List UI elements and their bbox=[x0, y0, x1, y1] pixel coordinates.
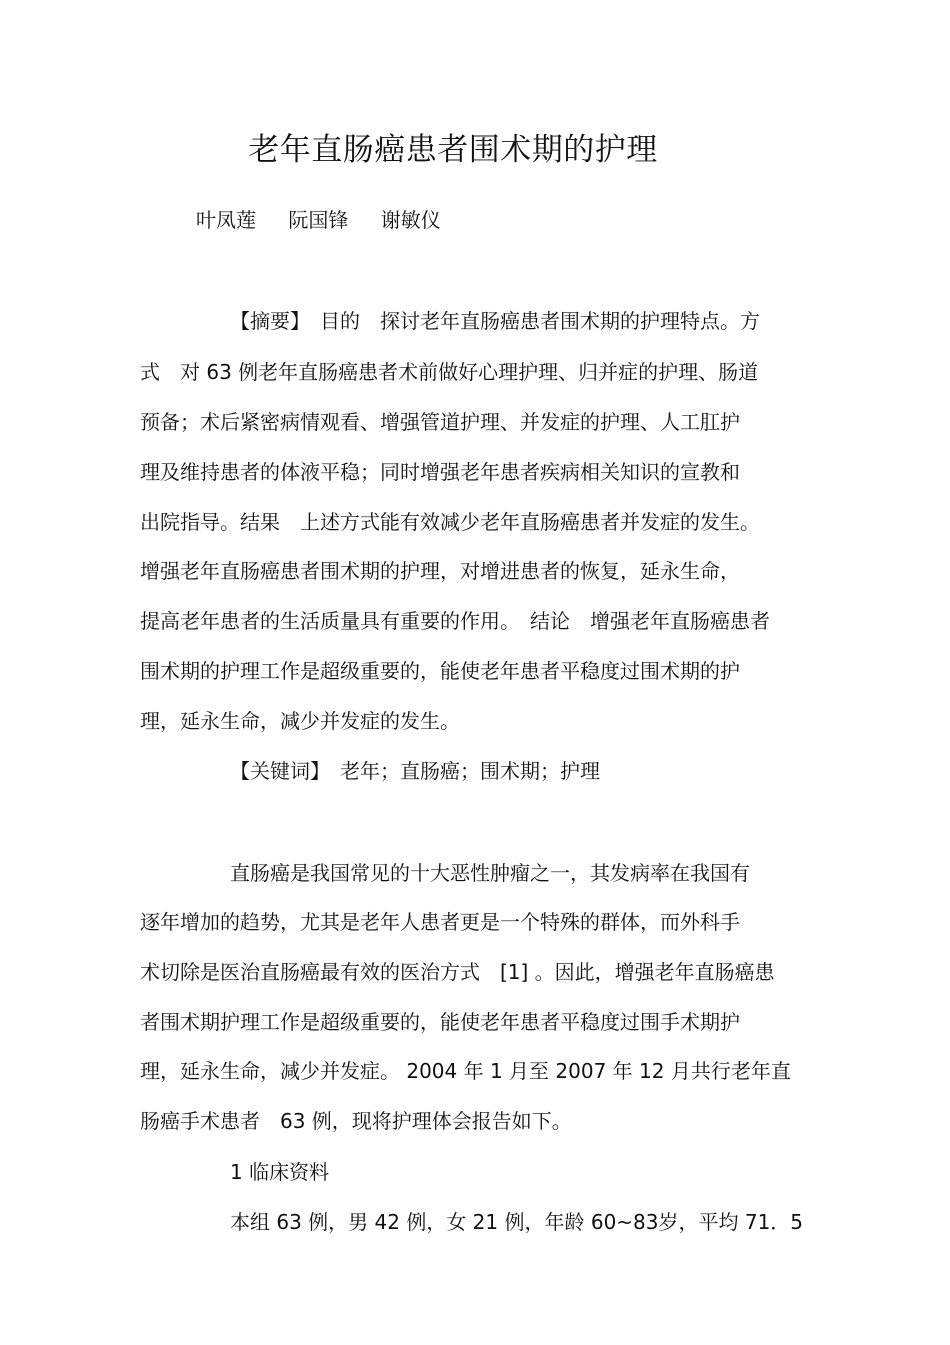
abstract-line: 式 对 63 例老年直肠癌患者术前做好心理护理、归并症的护理、肠道 bbox=[140, 360, 759, 384]
body-line: 者围术期护理工作是超级重要的，能使老年患者平稳度过围手术期护 bbox=[140, 1010, 740, 1034]
section-heading: 1 临床资料 bbox=[230, 1160, 330, 1184]
body-line: 本组 63 例，男 42 例，女 21 例，年龄 60~83岁，平均 71．5 bbox=[230, 1210, 804, 1234]
body-line: 肠癌手术患者 63 例，现将护理体会报告如下。 bbox=[140, 1109, 572, 1133]
body-line: 理，延永生命，减少并发症。 2004 年 1 月至 2007 年 12 月共行老年直 bbox=[140, 1059, 791, 1083]
document-title: 老年直肠癌患者围术期的护理 bbox=[248, 132, 658, 168]
body-line: 逐年增加的趋势，尤其是老年人患者更是一个特殊的群体，而外科手 bbox=[140, 910, 740, 934]
author-name: 谢敏仪 bbox=[380, 208, 441, 232]
author-name: 叶凤莲 bbox=[196, 208, 256, 232]
abstract-line: 出院指导。结果 上述方式能有效减少老年直肠癌患者并发症的发生。 bbox=[140, 510, 760, 534]
abstract-line: 提高老年患者的生活质量具有重要的作用。 结论 增强老年直肠癌患者 bbox=[140, 609, 770, 633]
abstract-line: 【摘要】 目的 探讨老年直肠癌患者围术期的护理特点。方 bbox=[230, 309, 760, 333]
abstract-line: 围术期的护理工作是超级重要的，能使老年患者平稳度过围术期的护 bbox=[140, 659, 740, 683]
body-line: 直肠癌是我国常见的十大恶性肿瘤之一，其发病率在我国有 bbox=[230, 861, 750, 885]
keywords-line: 【关键词】 老年；直肠癌；围术期；护理 bbox=[230, 759, 600, 783]
abstract-line: 增强老年直肠癌患者围术期的护理，对增进患者的恢复，延永生命， bbox=[140, 559, 740, 583]
abstract-line: 理及维持患者的体液平稳；同时增强老年患者疾病相关知识的宣教和 bbox=[140, 460, 740, 484]
body-line: 术切除是医治直肠癌最有效的医治方式 [1] 。因此，增强老年直肠癌患 bbox=[140, 960, 775, 984]
author-name: 阮国锋 bbox=[288, 208, 349, 232]
abstract-line: 理，延永生命，减少并发症的发生。 bbox=[140, 709, 460, 733]
author-list bbox=[196, 204, 467, 233]
abstract-line: 预备；术后紧密病情观看、增强管道护理、并发症的护理、人工肛护 bbox=[140, 410, 740, 434]
